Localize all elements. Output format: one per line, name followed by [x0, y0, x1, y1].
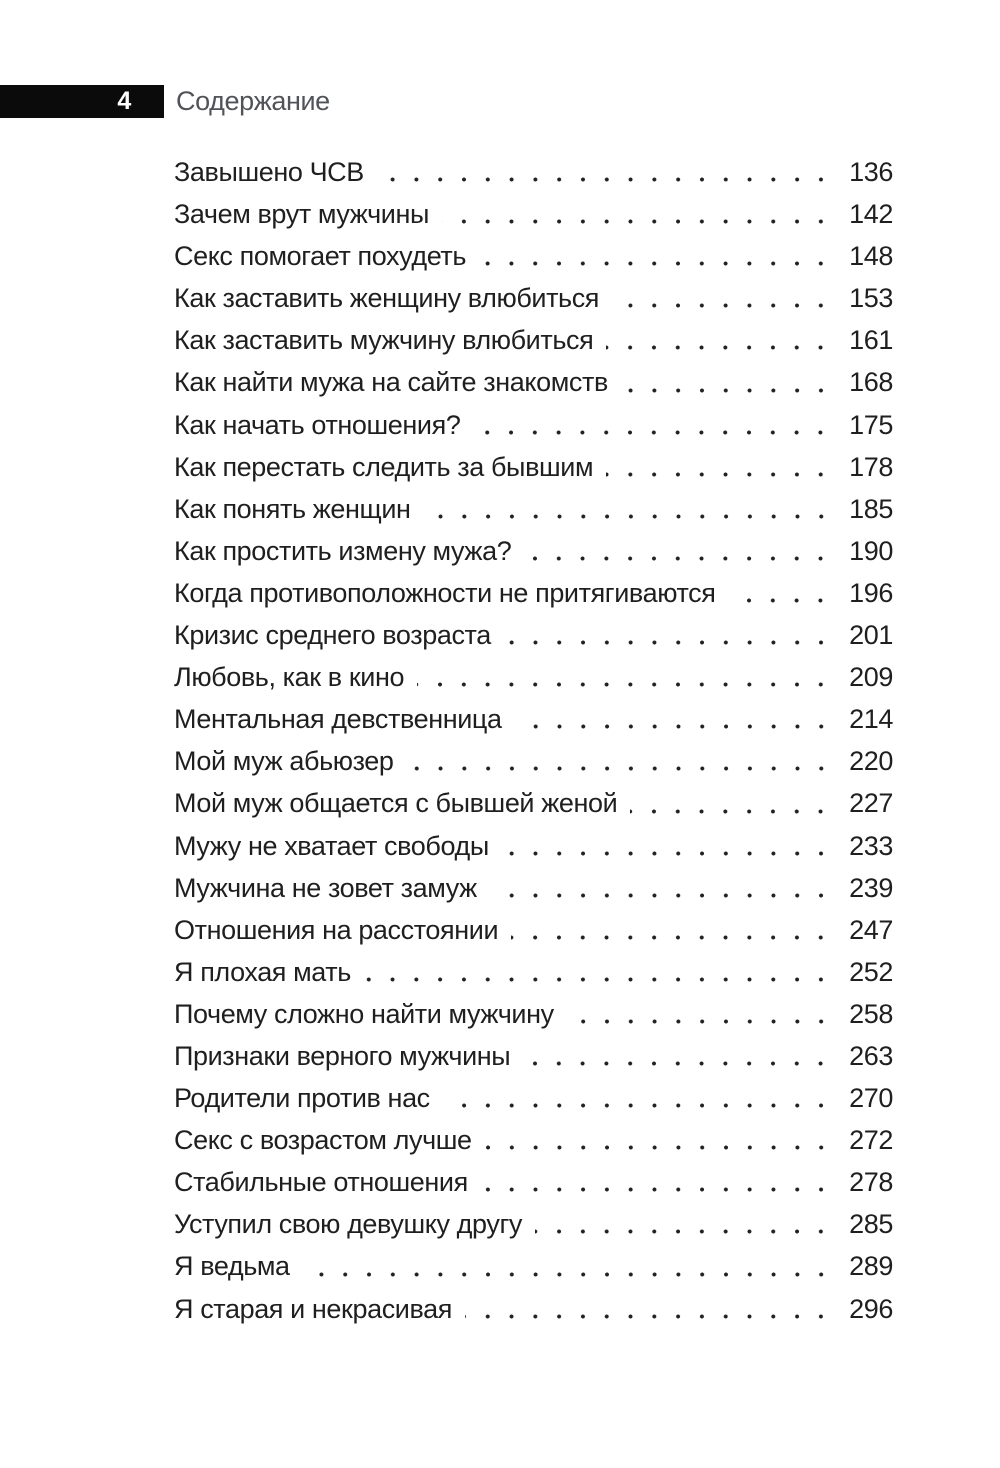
- dot-leader: [504, 640, 842, 645]
- toc-entry-title: Я старая и некрасивая: [174, 1293, 452, 1324]
- toc-entry-title: Родители против нас: [174, 1083, 430, 1114]
- toc-entry-title: Мужу не хватает свободы: [174, 830, 489, 861]
- toc-entry-page: 220: [849, 746, 893, 777]
- dot-leader: [606, 345, 842, 350]
- dot-leader: [535, 1229, 842, 1234]
- toc-entry: [174, 740, 893, 782]
- toc-entry-page: 201: [849, 620, 893, 651]
- toc-entry-page: 278: [849, 1167, 893, 1198]
- toc-entry-page: 209: [849, 662, 893, 693]
- toc-entry-page: 289: [849, 1251, 893, 1282]
- toc-entry-page: 239: [849, 872, 893, 903]
- dot-leader: [473, 430, 842, 435]
- toc-entry-page: 258: [849, 998, 893, 1029]
- toc-entry-page: 252: [849, 956, 893, 987]
- toc-entry-title: Секс с возрастом лучше: [174, 1125, 472, 1156]
- toc-entry-title: Почему сложно найти мужчину: [174, 998, 554, 1029]
- toc-entry-title: Стабильные отношения: [174, 1167, 468, 1198]
- toc-entry: [174, 1245, 893, 1287]
- toc-entry: [174, 825, 893, 867]
- toc-entry-title: Секс помогает похудеть: [174, 241, 467, 272]
- toc-entry-title: Я ведьма: [174, 1251, 290, 1282]
- running-title: Содержание: [176, 86, 330, 116]
- toc-entry: [174, 530, 893, 572]
- toc-entry: [174, 909, 893, 951]
- dot-leader: [442, 219, 842, 224]
- dot-leader: [424, 514, 843, 519]
- toc-entry: [174, 698, 893, 740]
- dot-leader: [417, 682, 842, 687]
- toc-entry-title: Мой муж общается с бывшей женой: [174, 788, 618, 819]
- toc-entry: [174, 404, 893, 446]
- toc-entry-title: Завышено ЧСВ: [174, 157, 364, 187]
- toc-entry-page: 168: [849, 367, 893, 398]
- toc-entry-title: Как найти мужа на сайте знакомств: [174, 367, 608, 398]
- toc-entry-page: 185: [849, 493, 893, 524]
- dot-leader: [490, 893, 842, 898]
- toc-entry: [174, 1077, 893, 1119]
- toc-entry-page: 214: [849, 704, 893, 735]
- dot-leader: [511, 935, 842, 940]
- toc-entry: [174, 319, 893, 361]
- toc-entry-title: Уступил свою девушку другу: [174, 1209, 522, 1240]
- dot-leader: [621, 388, 842, 393]
- page-number-bar: [0, 85, 164, 118]
- toc-entry: [174, 235, 893, 277]
- toc-entry: [174, 488, 893, 530]
- toc-entry-page: 263: [849, 1040, 893, 1071]
- toc-entry-title: Кризис среднего возраста: [174, 620, 491, 651]
- toc-entry-title: Как начать отношения?: [174, 409, 461, 440]
- dot-leader: [728, 598, 842, 603]
- page-header: [0, 85, 330, 118]
- dot-leader: [481, 1187, 842, 1192]
- toc-entry: [174, 1161, 893, 1203]
- dot-leader: [606, 472, 842, 477]
- toc-entry-title: Ментальная девственница: [174, 704, 502, 735]
- toc-entry-page: 175: [849, 409, 893, 440]
- toc-entry-title: Я плохая мать: [174, 956, 351, 987]
- dot-leader: [515, 724, 843, 729]
- dot-leader: [630, 809, 842, 814]
- toc-entry-page: 272: [849, 1125, 893, 1156]
- dot-leader: [303, 1272, 842, 1277]
- toc-entry-title: Мой муж абьюзер: [174, 746, 394, 777]
- toc-entry-page: 270: [849, 1083, 893, 1114]
- toc-entry-page: 136: [849, 157, 893, 187]
- toc-entry-page: 178: [849, 451, 893, 482]
- toc-entry-page: 153: [849, 283, 893, 314]
- toc-entry: [174, 1288, 893, 1330]
- dot-leader: [485, 1145, 843, 1150]
- dot-leader: [524, 556, 842, 561]
- toc-entry-page: 296: [849, 1293, 893, 1324]
- toc-entry-title: Признаки верного мужчины: [174, 1040, 511, 1071]
- toc-entry-title: Мужчина не зовет замуж: [174, 872, 477, 903]
- toc-entry-page: 233: [849, 830, 893, 861]
- dot-leader: [567, 1019, 842, 1024]
- toc-entry-page: 148: [849, 241, 893, 272]
- toc-entry-page: 161: [849, 325, 893, 356]
- toc-entry-page: 142: [849, 199, 893, 230]
- dot-leader: [377, 177, 842, 182]
- dot-leader: [465, 1314, 842, 1319]
- toc-entry-title: Любовь, как в кино: [174, 662, 405, 693]
- dot-leader: [479, 261, 842, 266]
- dot-leader: [502, 851, 842, 856]
- toc-entry-title: Как понять женщин: [174, 493, 411, 524]
- toc-entry-title: Как заставить мужчину влюбиться: [174, 325, 594, 356]
- toc-entry: [174, 782, 893, 824]
- toc-entry-page: 190: [849, 535, 893, 566]
- dot-leader: [612, 303, 842, 308]
- page-number: 4: [117, 87, 131, 115]
- toc-entry: [174, 951, 893, 993]
- toc-entry: [174, 572, 893, 614]
- toc-entry-page: 227: [849, 788, 893, 819]
- toc-entry: [174, 193, 893, 235]
- toc-entry-title: Когда противоположности не притягиваются: [174, 577, 716, 608]
- toc-entry-title: Как перестать следить за бывшим: [174, 451, 594, 482]
- toc-entry: [174, 1203, 893, 1245]
- toc-entry: [174, 151, 893, 193]
- toc-entry: [174, 656, 893, 698]
- toc-entry: [174, 277, 893, 319]
- toc-entry-page: 285: [849, 1209, 893, 1240]
- toc-list: [174, 151, 893, 1330]
- dot-leader: [523, 1061, 842, 1066]
- toc-entry-title: Как простить измену мужа?: [174, 535, 512, 566]
- toc-entry: [174, 867, 893, 909]
- dot-leader: [364, 977, 842, 982]
- toc-entry: [174, 361, 893, 403]
- toc-entry: [174, 446, 893, 488]
- dot-leader: [443, 1103, 842, 1108]
- toc-entry-title: Как заставить женщину влюбиться: [174, 283, 600, 314]
- toc-entry-title: Отношения на расстоянии: [174, 914, 499, 945]
- toc-entry-page: 196: [849, 577, 893, 608]
- toc-entry: [174, 614, 893, 656]
- toc-entry: [174, 1119, 893, 1161]
- toc-entry-title: Зачем врут мужчины: [174, 199, 429, 230]
- toc-entry: [174, 993, 893, 1035]
- toc-entry-page: 247: [849, 914, 893, 945]
- toc-entry: [174, 1035, 893, 1077]
- dot-leader: [407, 766, 843, 771]
